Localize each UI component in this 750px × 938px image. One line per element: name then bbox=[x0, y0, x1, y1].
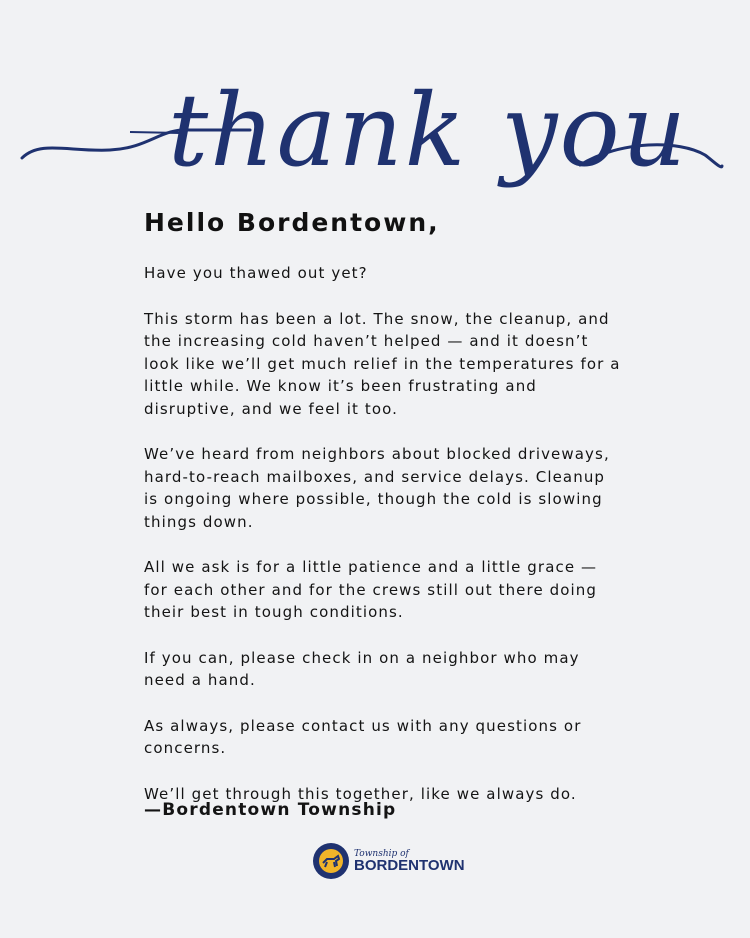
letter-body bbox=[144, 262, 624, 828]
township-seal-icon bbox=[312, 842, 350, 880]
logo-line2: BORDENTOWN bbox=[354, 857, 465, 874]
thank-you-text: thank you bbox=[168, 72, 689, 189]
paragraph: Have you thawed out yet? bbox=[144, 264, 368, 282]
logo-line1: Township of bbox=[354, 849, 409, 859]
paragraph: All we ask is for a little patience and a little grace — for each other and for the crews still out there doing their best in tough conditions. bbox=[144, 558, 598, 621]
signature: —Bordentown Township bbox=[144, 800, 397, 820]
greeting-heading: Hello Bordentown, bbox=[144, 208, 440, 237]
paragraph: This storm has been a lot. The snow, the cleanup, and the increasing cold haven’t helped — and it doesn’t look like we’ll get much relief in the temperatures for a little while. We know it’s been frustrating and disruptive, and we feel it too. bbox=[144, 309, 621, 418]
paragraph: We’ve heard from neighbors about blocked driveways, hard-to-reach mailboxes, and service delays. Cleanup is ongoing where possible, though the cold is slowing things down. bbox=[144, 445, 610, 531]
township-logo bbox=[312, 842, 465, 880]
paragraph: If you can, please check in on a neighbor who may need a hand. bbox=[144, 648, 580, 689]
thank-you-script-header bbox=[0, 40, 750, 220]
paragraph: As always, please contact us with any questions or concerns. bbox=[144, 716, 582, 757]
paragraph: We’ll get through this together, like we always do. bbox=[144, 784, 577, 803]
